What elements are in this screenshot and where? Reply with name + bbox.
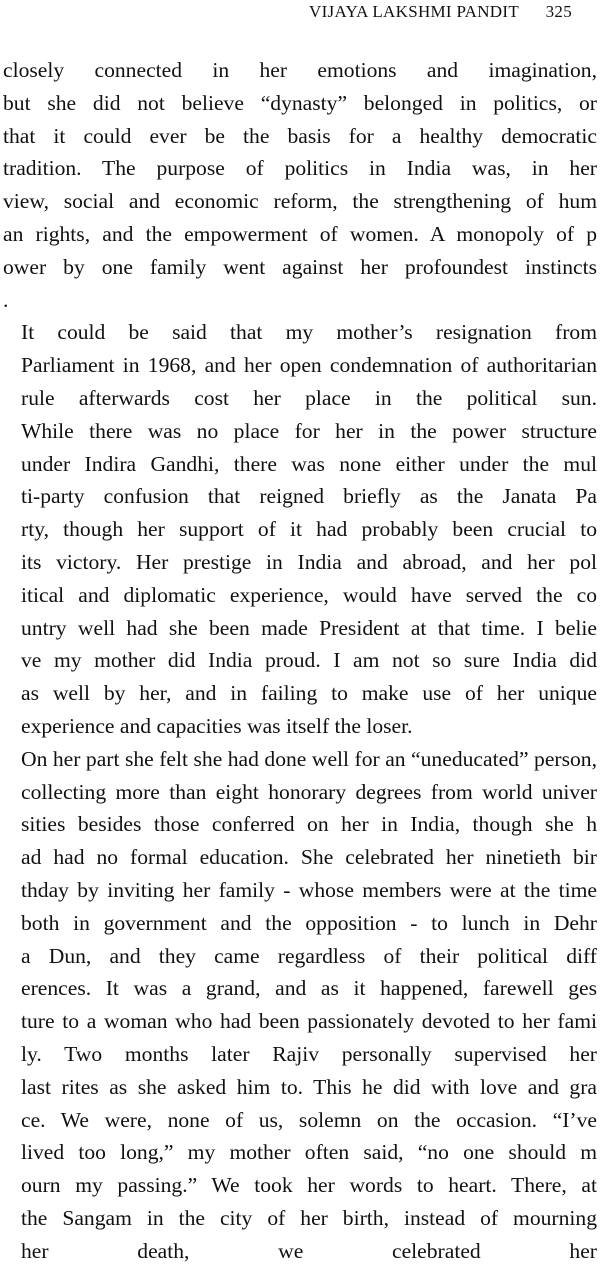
text-line: experience and capacities was itself the loser.	[21, 713, 413, 738]
text-line: her death, we celebrated her	[21, 1238, 597, 1263]
text-line: the Sangam in the city of her birth, instead of mourning	[21, 1205, 597, 1230]
text-line: ourn my passing.” We took her words to heart. There, at	[21, 1173, 597, 1198]
text-line: under Indira Gandhi, there was none either under the mul	[21, 451, 597, 476]
text-line: thday by inviting her family - whose members were at the time	[21, 877, 597, 902]
text-line: collecting more than eight honorary degrees from world univer	[21, 779, 597, 804]
paragraph-3	[3, 743, 597, 1267]
text-line: erences. It was a grand, and as it happened, farewell ges	[21, 976, 597, 1001]
text-line: but she did not believe “dynasty” belonged in politics, or	[3, 90, 597, 115]
text-line: view, social and economic reform, the strengthening of hum	[3, 189, 597, 214]
text-line: .	[3, 287, 9, 312]
text-line: ti-party confusion that reigned briefly as the Janata Pa	[21, 484, 597, 509]
text-line: ve my mother did India proud. I am not so sure India did	[21, 648, 597, 673]
text-line: untry well had she been made President at that time. I belie	[21, 615, 597, 640]
text-line: ower by one family went against her profoundest instincts	[3, 254, 597, 279]
text-line: that it could ever be the basis for a healthy democratic	[3, 123, 597, 148]
text-line: tradition. The purpose of politics in India was, in her	[3, 156, 597, 181]
text-line: as well by her, and in failing to make use of her unique	[21, 681, 597, 706]
text-line: both in government and the opposition - to lunch in Dehr	[21, 910, 597, 935]
text-line: ture to a woman who had been passionately devoted to her fami	[21, 1009, 597, 1034]
text-line: ly. Two months later Rajiv personally supervised her	[21, 1041, 597, 1066]
page-number: 325	[545, 2, 572, 21]
text-line: ad had no formal education. She celebrated her ninetieth bir	[21, 845, 597, 870]
text-line: On her part she felt she had done well for an “uneducated” person,	[21, 746, 597, 771]
text-line: itical and diplomatic experience, would have served the co	[21, 582, 597, 607]
text-line: lived too long,” my mother often said, “no one should m	[21, 1140, 597, 1165]
text-line: While there was no place for her in the power structure	[21, 418, 597, 443]
text-line: closely connected in her emotions and imagination,	[3, 58, 597, 82]
page-header	[309, 2, 572, 22]
text-line: a Dun, and they came regardless of their political diff	[21, 943, 597, 968]
running-head: VIJAYA LAKSHMI PANDIT	[309, 2, 520, 21]
text-line: sities besides those conferred on her in India, though she h	[21, 812, 597, 837]
text-line: ce. We were, none of us, solemn on the occasion. “I’ve	[21, 1107, 597, 1132]
text-line: rule afterwards cost her place in the political sun.	[21, 385, 597, 410]
text-line: an rights, and the empowerment of women. A monopoly of p	[3, 221, 597, 246]
text-line: It could be said that my mother’s resignation from	[21, 320, 597, 345]
text-line: its victory. Her prestige in India and abroad, and her pol	[21, 549, 597, 574]
paragraph-2	[3, 316, 597, 742]
text-line: Parliament in 1968, and her open condemnation of authoritarian	[21, 353, 597, 378]
text-line: last rites as she asked him to. This he did with love and gra	[21, 1074, 597, 1099]
text-line: rty, though her support of it had probably been crucial to	[21, 517, 597, 542]
body-text	[3, 54, 597, 1267]
paragraph-1	[3, 54, 597, 316]
